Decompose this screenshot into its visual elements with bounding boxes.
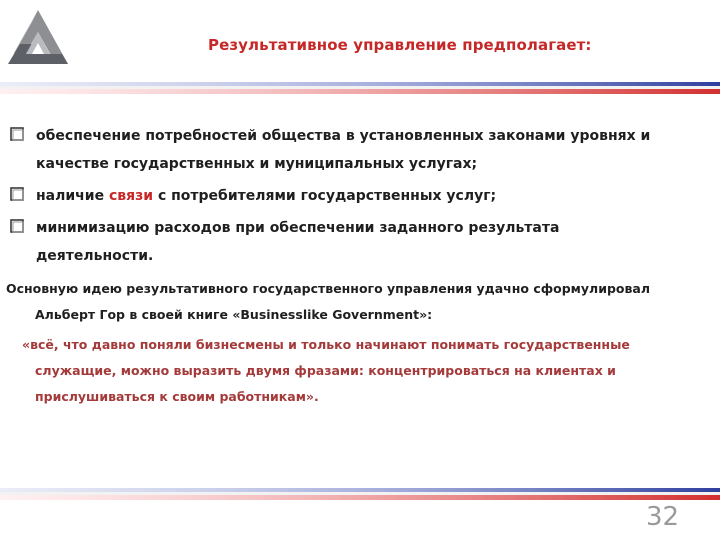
penrose-triangle-logo <box>6 8 70 72</box>
highlighted-word: связи <box>108 188 154 204</box>
slide-title: Результативное управление предполагает: <box>208 36 592 54</box>
bullet-item <box>6 122 696 178</box>
bullet-line: минимизацию расходов при обеспечении заданного результата <box>36 220 560 236</box>
page-number: 32 <box>646 502 680 532</box>
gore-quote <box>22 332 702 410</box>
bullet-line: обеспечение потребностей общества в установленных законами уровнях и <box>36 128 651 144</box>
checkbox-bullet-icon <box>10 127 24 141</box>
bullet-item <box>6 214 696 270</box>
paragraph-line: Основную идею результативного государственного управления удачно сформулировал <box>6 281 650 296</box>
checkbox-bullet-icon <box>10 187 24 201</box>
gore-paragraph <box>6 276 706 328</box>
bullet-line: деятельности. <box>36 248 154 264</box>
paragraph-line: Альберт Гор в своей книге «Businesslike Government»: <box>35 307 433 322</box>
footer-decorative-stripe <box>0 488 720 500</box>
checkbox-bullet-icon <box>10 219 24 233</box>
bullet-line: качестве государственных и муниципальных услугах; <box>36 156 478 172</box>
header-decorative-stripe <box>0 82 720 94</box>
bullet-text-before: наличие <box>36 188 109 204</box>
bullet-item <box>6 182 696 210</box>
quote-line: «всё, что давно поняли бизнесмены и только начинают понимать государственные <box>22 337 630 352</box>
bullet-text-after: с потребителями государственных услуг; <box>153 188 497 204</box>
quote-line: служащие, можно выразить двумя фразами: концентрироваться на клиентах и <box>35 363 616 378</box>
quote-line: прислушиваться к своим работникам». <box>35 389 319 404</box>
slide-content <box>0 122 712 410</box>
